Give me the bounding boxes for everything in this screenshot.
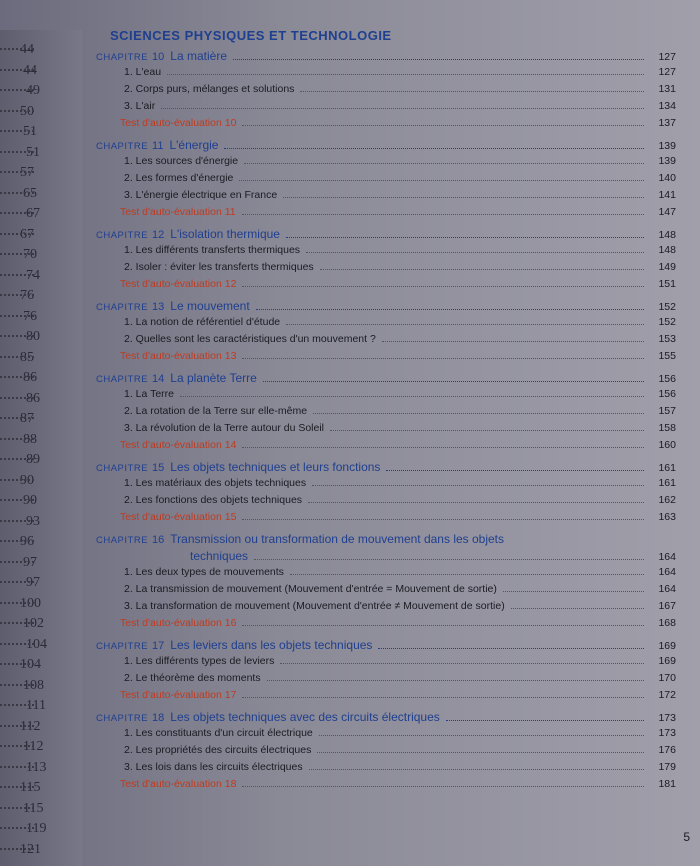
previous-page-number: 86 [23,370,37,385]
test-label: Test d'auto-évaluation 14 [120,439,237,451]
previous-page-number: 44 [23,62,37,78]
toc-item-page: 158 [658,422,676,434]
test-page: 160 [658,439,676,451]
toc-item-label: 2. La rotation de la Terre sur elle-même [124,405,308,417]
previous-page-number: 51 [23,124,37,139]
chapter-page: 156 [658,373,676,385]
previous-page-number: 74 [26,267,40,283]
previous-page-number: 97 [23,554,37,570]
test-item [96,617,676,634]
previous-page-number: 86 [26,390,40,406]
previous-dot-leader [0,417,34,419]
previous-page-number: 76 [23,308,37,324]
chapter-block [96,227,676,295]
chapter-page: 152 [658,301,676,313]
dot-leader [330,430,644,431]
toc-item-page: 156 [658,388,676,400]
previous-page-number: 112 [23,739,44,754]
dot-leader [239,180,644,181]
previous-dot-leader [0,643,34,645]
toc-item-page: 164 [658,566,676,578]
toc-item [96,155,676,172]
dot-leader [503,591,644,592]
previous-page-number: 89 [26,452,40,467]
test-page: 155 [658,350,676,362]
toc-item [96,600,676,617]
toc-item-label: 2. Le théorème des moments [124,672,261,684]
chapter-page: 127 [658,51,676,63]
toc-item-page: 131 [658,83,676,95]
toc-item-page: 164 [658,583,676,595]
toc-item-label: 3. Les lois dans les circuits électriques [124,761,303,773]
test-label: Test d'auto-évaluation 15 [120,511,237,523]
previous-page-number: 67 [20,226,34,242]
previous-page-number: 49 [26,83,40,98]
toc-item-page: 149 [658,261,676,273]
dot-leader [312,485,644,486]
test-label: Test d'auto-évaluation 16 [120,617,237,629]
dot-leader [378,648,644,649]
test-page: 168 [658,617,676,629]
toc-item-page: 134 [658,100,676,112]
previous-dot-leader [0,766,34,768]
dot-leader [263,381,644,382]
toc-item-page: 139 [658,155,676,167]
previous-dot-leader [0,704,34,706]
chapter-title: Le mouvement [170,299,250,313]
previous-page-number: 70 [23,247,37,262]
toc-item-page: 140 [658,172,676,184]
test-page: 181 [658,778,676,790]
previous-dot-leader [0,663,34,665]
dot-leader [446,720,644,721]
previous-dot-leader [0,622,34,624]
previous-dot-leader [0,110,34,112]
dot-leader [306,252,644,253]
toc-item-page: 141 [658,189,676,201]
toc-item-page: 179 [658,761,676,773]
dot-leader [180,396,644,397]
toc-item-label: 1. L'eau [124,66,162,78]
chapter-title: Les objets techniques avec des circuits électriques [170,710,440,724]
toc-item [96,566,676,583]
previous-page-number: 76 [20,288,34,303]
dot-leader [317,752,644,753]
dot-leader [242,125,644,126]
test-label: Test d'auto-évaluation 11 [120,206,236,218]
previous-dot-leader [0,848,34,850]
previous-dot-leader [0,151,34,153]
chapter-page: 148 [658,229,676,241]
previous-dot-leader [0,807,34,809]
previous-page-number: 104 [20,657,41,672]
chapter-heading [96,460,676,477]
chapter-title: L'isolation thermique [170,227,280,241]
chapter-heading [96,299,676,316]
table-of-contents [96,28,676,799]
toc-item-page: 167 [658,600,676,612]
test-page: 151 [658,278,676,290]
chapter-heading [96,710,676,727]
toc-item [96,405,676,422]
toc-item-page: 162 [658,494,676,506]
previous-page-number: 108 [23,677,44,693]
toc-item-label: 1. La notion de référentiel d'étude [124,316,281,328]
chapter-label: CHAPITRE [96,641,149,652]
toc-item-label: 2. Quelles sont les caractéristiques d'un mouvement ? [124,333,376,345]
toc-item [96,261,676,278]
dot-leader [242,447,644,448]
dot-leader [233,59,644,60]
previous-page-number: 100 [20,595,41,611]
chapter-title: Les leviers dans les objets techniques [170,638,373,652]
dot-leader [167,74,644,75]
toc-item-page: 153 [658,333,676,345]
chapter-number: 16 [152,534,165,546]
toc-item-page: 161 [658,477,676,489]
chapter-label: CHAPITRE [96,52,149,63]
dot-leader [242,625,644,626]
previous-dot-leader [0,192,34,194]
chapter-block [96,299,676,367]
toc-item-page: 127 [658,66,676,78]
chapter-number: 18 [152,712,165,724]
chapter-title-line2: techniques [190,549,249,563]
previous-page-number: 67 [26,206,40,221]
toc-item-page: 173 [658,727,676,739]
chapter-block [96,138,676,223]
toc-item-label: 1. Les différents transferts thermiques [124,244,301,256]
previous-dot-leader [0,171,34,173]
toc-item [96,83,676,100]
chapter-title: Les objets techniques et leurs fonctions [170,460,381,474]
chapter-page: 161 [658,462,676,474]
dot-leader [313,413,644,414]
chapter-block [96,460,676,528]
toc-item-page: 152 [658,316,676,328]
chapter-block [96,532,676,634]
toc-item [96,744,676,761]
dot-leader [300,91,644,92]
previous-dot-leader [0,294,34,296]
dot-leader [224,148,644,149]
chapter-block [96,710,676,795]
toc-item [96,672,676,689]
previous-page-number: 44 [20,42,34,57]
toc-item-label: 2. Les propriétés des circuits électriques [124,744,312,756]
chapter-heading [96,138,676,155]
chapter-title: La planète Terre [170,371,257,385]
dot-leader [511,608,644,609]
toc-item-label: 2. Les formes d'énergie [124,172,234,184]
toc-item [96,333,676,350]
toc-item-label: 1. Les constituants d'un circuit électrique [124,727,313,739]
test-page: 163 [658,511,676,523]
chapter-title: L'énergie [169,138,219,152]
toc-item-label: 1. Les différents types de leviers [124,655,275,667]
test-label: Test d'auto-évaluation 12 [120,278,237,290]
dot-leader [242,358,644,359]
dot-leader [286,324,644,325]
toc-item [96,172,676,189]
previous-dot-leader [0,233,34,235]
page-number: 5 [683,830,690,844]
chapter-label: CHAPITRE [96,302,149,313]
chapter-label: CHAPITRE [96,230,149,241]
previous-page-number: 119 [26,821,47,836]
toc-item [96,316,676,333]
previous-dot-leader [0,253,34,255]
previous-dot-leader [0,540,34,542]
previous-page-number: 113 [26,759,47,775]
test-item [96,206,676,223]
previous-dot-leader [0,376,34,378]
previous-dot-leader [0,130,34,132]
test-item [96,439,676,456]
toc-item-label: 2. Les fonctions des objets techniques [124,494,303,506]
toc-item [96,655,676,672]
dot-leader [382,341,644,342]
test-label: Test d'auto-évaluation 13 [120,350,237,362]
toc-item-label: 1. Les sources d'énergie [124,155,239,167]
previous-page-number: 57 [20,165,34,180]
toc-item-page: 148 [658,244,676,256]
previous-dot-leader [0,786,34,788]
toc-item-page: 157 [658,405,676,417]
chapter-page: 173 [658,712,676,724]
previous-page-number: 97 [26,575,40,590]
chapter-title: La matière [170,49,227,63]
chapter-number: 11 [152,140,164,152]
toc-item [96,727,676,744]
test-item [96,117,676,134]
toc-item-label: 2. La transmission de mouvement (Mouvement d'entrée = Mouvement de sortie) [124,583,497,595]
chapter-heading [96,371,676,388]
dot-leader [242,519,644,520]
dot-leader [283,197,644,198]
previous-dot-leader [0,827,34,829]
toc-item [96,388,676,405]
previous-page-number: 115 [23,800,44,816]
previous-page-number: 93 [26,513,40,529]
chapter-number: 14 [152,373,165,385]
previous-dot-leader [0,561,34,563]
toc-item [96,66,676,83]
dot-leader [242,786,644,787]
chapter-number: 10 [152,51,165,63]
dot-leader [242,286,644,287]
previous-dot-leader [0,48,34,50]
chapter-number: 13 [152,301,165,313]
chapter-number: 12 [152,229,165,241]
previous-page-number: 96 [20,534,34,549]
toc-item-page: 176 [658,744,676,756]
previous-dot-leader [0,89,34,91]
test-item [96,511,676,528]
dot-leader [267,680,644,681]
chapter-number: 15 [152,462,165,474]
test-page: 172 [658,689,676,701]
chapter-label: CHAPITRE [96,463,149,474]
dot-leader [290,574,644,575]
previous-page-number: 112 [20,718,41,734]
toc-item-label: 1. Les matériaux des objets techniques [124,477,307,489]
toc-item [96,422,676,439]
test-label: Test d'auto-évaluation 17 [120,689,237,701]
chapter-heading [96,532,676,549]
chapter-title: Transmission ou transformation de mouvement dans les objets [170,532,505,546]
previous-dot-leader [0,397,34,399]
previous-dot-leader [0,602,34,604]
chapter-label: CHAPITRE [96,535,149,546]
previous-page-number: 104 [26,636,47,652]
dot-leader [242,697,644,698]
previous-dot-leader [0,212,34,214]
previous-page-number: 88 [23,431,37,447]
previous-page-number: 80 [26,329,40,344]
previous-dot-leader [0,725,34,727]
previous-dot-leader [0,335,34,337]
previous-page-number: 50 [20,103,34,119]
test-item [96,278,676,295]
chapter-heading [96,638,676,655]
chapter-page: 169 [658,640,676,652]
previous-page-number: 102 [23,616,44,631]
dot-leader [319,735,644,736]
chapter-title-continued [96,549,676,566]
previous-page-margin [0,30,82,866]
toc-item [96,761,676,778]
dot-leader [320,269,644,270]
previous-page-number: 111 [26,698,46,713]
test-label: Test d'auto-évaluation 18 [120,778,237,790]
dot-leader [242,214,644,215]
dot-leader [308,502,644,503]
chapter-label: CHAPITRE [96,141,149,152]
toc-item-label: 3. La révolution de la Terre autour du Soleil [124,422,325,434]
dot-leader [161,108,644,109]
previous-page-number: 121 [20,841,41,857]
toc-item [96,244,676,261]
dot-leader [386,470,644,471]
toc-item-page: 169 [658,655,676,667]
dot-leader [286,237,644,238]
toc-item-label: 2. Isoler : éviter les transferts thermiques [124,261,314,273]
previous-dot-leader [0,581,34,583]
toc-item-label: 3. L'énergie électrique en France [124,189,278,201]
test-item [96,350,676,367]
toc-list [96,49,676,795]
toc-item-label: 3. La transformation de mouvement (Mouvement d'entrée ≠ Mouvement de sortie) [124,600,505,612]
test-label: Test d'auto-évaluation 10 [120,117,237,129]
previous-dot-leader [0,356,34,358]
chapter-block [96,49,676,134]
dot-leader [244,163,644,164]
toc-item [96,100,676,117]
test-page: 147 [658,206,676,218]
dot-leader [256,309,644,310]
test-page: 137 [658,117,676,129]
previous-dot-leader [0,479,34,481]
chapter-block [96,638,676,706]
previous-dot-leader [0,499,34,501]
previous-dot-leader [0,438,34,440]
previous-page-number: 115 [20,780,41,795]
test-item [96,778,676,795]
toc-item-page: 170 [658,672,676,684]
toc-item [96,494,676,511]
previous-dot-leader [0,684,34,686]
chapter-page: 139 [658,140,676,152]
toc-item-label: 2. Corps purs, mélanges et solutions [124,83,295,95]
previous-dot-leader [0,520,34,522]
dot-leader [280,663,644,664]
chapter-number: 17 [152,640,165,652]
previous-dot-leader [0,315,34,317]
toc-item-label: 1. Les deux types de mouvements [124,566,284,578]
previous-dot-leader [0,274,34,276]
toc-item-label: 3. L'air [124,100,156,112]
previous-page-number: 51 [26,144,40,160]
toc-item-label: 1. La Terre [124,388,175,400]
chapter-label: CHAPITRE [96,713,149,724]
chapter-label: CHAPITRE [96,374,149,385]
chapter-heading [96,49,676,66]
chapter-heading [96,227,676,244]
toc-item [96,477,676,494]
previous-page-number: 90 [23,493,37,508]
previous-page-number: 90 [20,472,34,488]
chapter-page: 164 [658,551,676,563]
previous-page-number: 87 [20,411,34,426]
previous-dot-leader [0,69,34,71]
section-title: SCIENCES PHYSIQUES ET TECHNOLOGIE [110,28,392,43]
previous-page-number: 85 [20,349,34,365]
previous-dot-leader [0,458,34,460]
chapter-block [96,371,676,456]
dot-leader [309,769,644,770]
dot-leader [254,559,644,560]
previous-dot-leader [0,745,34,747]
toc-item [96,189,676,206]
previous-page-number: 65 [23,185,37,201]
test-item [96,689,676,706]
toc-item [96,583,676,600]
